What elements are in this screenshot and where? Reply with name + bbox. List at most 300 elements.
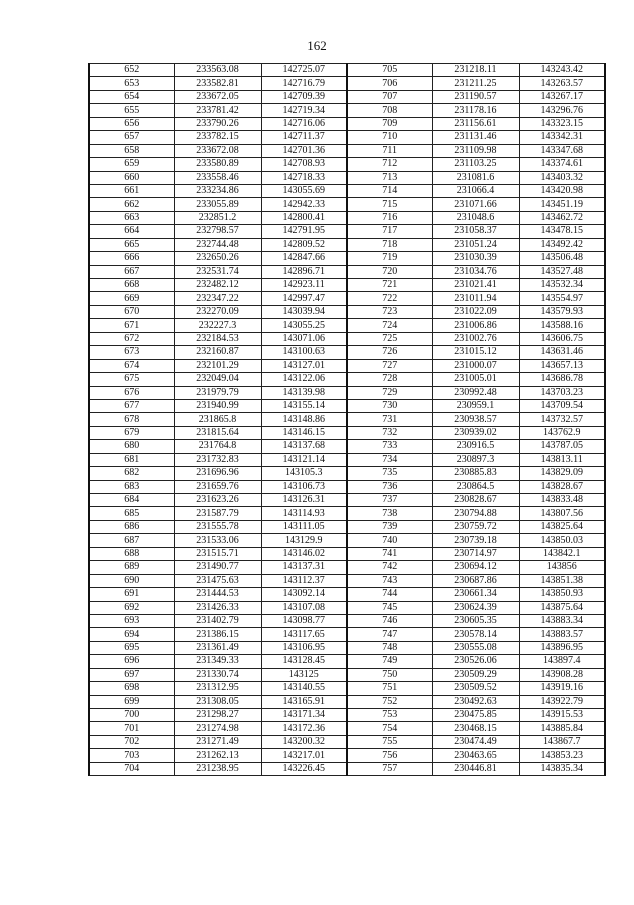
x-coordinate-left: 231426.33	[174, 601, 261, 614]
x-coordinate-right: 230739.18	[432, 534, 519, 547]
table-row	[89, 346, 605, 359]
point-number-right: 746	[347, 614, 432, 627]
table-row	[89, 373, 605, 386]
table-row	[89, 520, 605, 533]
x-coordinate-right: 231034.76	[432, 265, 519, 278]
x-coordinate-left: 231515.71	[174, 547, 261, 560]
point-number-left: 663	[89, 211, 174, 224]
x-coordinate-left: 231475.63	[174, 574, 261, 587]
x-coordinate-right: 230992.48	[432, 386, 519, 399]
x-coordinate-right: 231066.4	[432, 184, 519, 197]
point-number-left: 689	[89, 561, 174, 574]
table-row	[89, 158, 605, 171]
x-coordinate-right: 230885.83	[432, 467, 519, 480]
x-coordinate-left: 231330.74	[174, 668, 261, 681]
table-row	[89, 198, 605, 211]
y-coordinate-right: 143829.09	[519, 467, 605, 480]
x-coordinate-right: 231030.39	[432, 252, 519, 265]
x-coordinate-left: 233672.08	[174, 144, 261, 157]
table-row	[89, 507, 605, 520]
point-number-left: 679	[89, 426, 174, 439]
x-coordinate-left: 233234.86	[174, 184, 261, 197]
y-coordinate-right: 143853.23	[519, 749, 605, 762]
table-row	[89, 453, 605, 466]
x-coordinate-left: 231312.95	[174, 682, 261, 695]
point-number-right: 725	[347, 332, 432, 345]
point-number-right: 729	[347, 386, 432, 399]
y-coordinate-left: 143112.37	[261, 574, 347, 587]
point-number-left: 672	[89, 332, 174, 345]
table-row	[89, 131, 605, 144]
y-coordinate-right: 143835.34	[519, 762, 605, 775]
y-coordinate-left: 143146.15	[261, 426, 347, 439]
table-row	[89, 171, 605, 184]
table-row	[89, 641, 605, 654]
table-row	[89, 440, 605, 453]
point-number-left: 668	[89, 279, 174, 292]
point-number-left: 676	[89, 386, 174, 399]
table-row	[89, 722, 605, 735]
y-coordinate-left: 143137.68	[261, 440, 347, 453]
y-coordinate-right: 143462.72	[519, 211, 605, 224]
y-coordinate-right: 143631.46	[519, 346, 605, 359]
y-coordinate-right: 143850.03	[519, 534, 605, 547]
y-coordinate-right: 143686.78	[519, 373, 605, 386]
table-row	[89, 77, 605, 90]
y-coordinate-left: 143098.77	[261, 614, 347, 627]
point-number-left: 702	[89, 735, 174, 748]
table-row	[89, 279, 605, 292]
x-coordinate-left: 233558.46	[174, 171, 261, 184]
y-coordinate-right: 143828.67	[519, 480, 605, 493]
point-number-left: 684	[89, 494, 174, 507]
point-number-left: 683	[89, 480, 174, 493]
x-coordinate-left: 232744.48	[174, 238, 261, 251]
x-coordinate-left: 231361.49	[174, 641, 261, 654]
x-coordinate-right: 231058.37	[432, 225, 519, 238]
x-coordinate-left: 232101.29	[174, 359, 261, 372]
table-row	[89, 655, 605, 668]
y-coordinate-left: 143117.65	[261, 628, 347, 641]
x-coordinate-left: 232227.3	[174, 319, 261, 332]
y-coordinate-left: 143114.93	[261, 507, 347, 520]
x-coordinate-left: 231533.06	[174, 534, 261, 547]
x-coordinate-right: 231190.57	[432, 90, 519, 103]
y-coordinate-right: 143875.64	[519, 601, 605, 614]
point-number-right: 730	[347, 399, 432, 412]
x-coordinate-left: 232531.74	[174, 265, 261, 278]
y-coordinate-right: 143851.38	[519, 574, 605, 587]
point-number-left: 694	[89, 628, 174, 641]
x-coordinate-left: 231732.83	[174, 453, 261, 466]
y-coordinate-left: 142725.07	[261, 64, 347, 77]
table-row	[89, 64, 605, 77]
table-row	[89, 90, 605, 103]
point-number-right: 740	[347, 534, 432, 547]
x-coordinate-right: 230759.72	[432, 520, 519, 533]
y-coordinate-left: 143226.45	[261, 762, 347, 775]
point-number-right: 743	[347, 574, 432, 587]
table-row	[89, 682, 605, 695]
x-coordinate-left: 231262.13	[174, 749, 261, 762]
y-coordinate-left: 143200.32	[261, 735, 347, 748]
y-coordinate-left: 143055.69	[261, 184, 347, 197]
y-coordinate-right: 143296.76	[519, 104, 605, 117]
y-coordinate-right: 143897.4	[519, 655, 605, 668]
table-row	[89, 735, 605, 748]
table-row	[89, 399, 605, 412]
coordinates-table-body	[89, 64, 605, 776]
x-coordinate-left: 231623.26	[174, 494, 261, 507]
x-coordinate-left: 232851.2	[174, 211, 261, 224]
x-coordinate-left: 233782.15	[174, 131, 261, 144]
x-coordinate-left: 233580.89	[174, 158, 261, 171]
point-number-left: 667	[89, 265, 174, 278]
y-coordinate-left: 143071.06	[261, 332, 347, 345]
x-coordinate-left: 231587.79	[174, 507, 261, 520]
table-row	[89, 238, 605, 251]
y-coordinate-right: 143703.23	[519, 386, 605, 399]
point-number-right: 741	[347, 547, 432, 560]
x-coordinate-right: 231211.25	[432, 77, 519, 90]
x-coordinate-left: 231555.78	[174, 520, 261, 533]
x-coordinate-right: 230475.85	[432, 709, 519, 722]
point-number-left: 660	[89, 171, 174, 184]
y-coordinate-left: 143055.25	[261, 319, 347, 332]
point-number-right: 724	[347, 319, 432, 332]
table-row	[89, 762, 605, 775]
x-coordinate-left: 231386.15	[174, 628, 261, 641]
y-coordinate-right: 143709.54	[519, 399, 605, 412]
y-coordinate-right: 143506.48	[519, 252, 605, 265]
x-coordinate-left: 231298.27	[174, 709, 261, 722]
y-coordinate-left: 142923.11	[261, 279, 347, 292]
point-number-left: 685	[89, 507, 174, 520]
y-coordinate-right: 143606.75	[519, 332, 605, 345]
x-coordinate-right: 230492.63	[432, 695, 519, 708]
y-coordinate-right: 143850.93	[519, 588, 605, 601]
point-number-right: 709	[347, 117, 432, 130]
point-number-left: 697	[89, 668, 174, 681]
y-coordinate-right: 143833.48	[519, 494, 605, 507]
point-number-right: 726	[347, 346, 432, 359]
table-row	[89, 265, 605, 278]
x-coordinate-left: 233781.42	[174, 104, 261, 117]
x-coordinate-left: 231659.76	[174, 480, 261, 493]
x-coordinate-right: 230509.52	[432, 682, 519, 695]
x-coordinate-right: 231005.01	[432, 373, 519, 386]
x-coordinate-right: 230555.08	[432, 641, 519, 654]
table-row	[89, 332, 605, 345]
point-number-right: 756	[347, 749, 432, 762]
x-coordinate-right: 231109.98	[432, 144, 519, 157]
point-number-right: 742	[347, 561, 432, 574]
x-coordinate-left: 231274.98	[174, 722, 261, 735]
point-number-right: 738	[347, 507, 432, 520]
table-row	[89, 749, 605, 762]
y-coordinate-right: 143657.13	[519, 359, 605, 372]
point-number-left: 661	[89, 184, 174, 197]
x-coordinate-right: 230959.1	[432, 399, 519, 412]
point-number-right: 717	[347, 225, 432, 238]
x-coordinate-left: 233055.89	[174, 198, 261, 211]
y-coordinate-right: 143532.34	[519, 279, 605, 292]
y-coordinate-right: 143527.48	[519, 265, 605, 278]
point-number-left: 677	[89, 399, 174, 412]
x-coordinate-right: 230446.81	[432, 762, 519, 775]
x-coordinate-right: 230605.35	[432, 614, 519, 627]
x-coordinate-left: 232184.53	[174, 332, 261, 345]
point-number-left: 655	[89, 104, 174, 117]
x-coordinate-left: 231815.64	[174, 426, 261, 439]
x-coordinate-left: 231696.96	[174, 467, 261, 480]
y-coordinate-right: 143347.68	[519, 144, 605, 157]
point-number-right: 716	[347, 211, 432, 224]
y-coordinate-right: 143915.53	[519, 709, 605, 722]
point-number-right: 757	[347, 762, 432, 775]
x-coordinate-right: 230714.97	[432, 547, 519, 560]
table-row	[89, 252, 605, 265]
point-number-left: 675	[89, 373, 174, 386]
y-coordinate-left: 143039.94	[261, 305, 347, 318]
table-row	[89, 104, 605, 117]
y-coordinate-right: 143908.28	[519, 668, 605, 681]
table-row	[89, 319, 605, 332]
y-coordinate-right: 143478.15	[519, 225, 605, 238]
y-coordinate-left: 142800.41	[261, 211, 347, 224]
point-number-right: 715	[347, 198, 432, 211]
table-row	[89, 117, 605, 130]
x-coordinate-left: 232049.04	[174, 373, 261, 386]
y-coordinate-left: 143128.45	[261, 655, 347, 668]
table-row	[89, 601, 605, 614]
point-number-left: 652	[89, 64, 174, 77]
point-number-right: 718	[347, 238, 432, 251]
y-coordinate-right: 143883.57	[519, 628, 605, 641]
point-number-left: 673	[89, 346, 174, 359]
point-number-left: 671	[89, 319, 174, 332]
y-coordinate-left: 143125	[261, 668, 347, 681]
point-number-right: 706	[347, 77, 432, 90]
y-coordinate-right: 143403.32	[519, 171, 605, 184]
point-number-right: 745	[347, 601, 432, 614]
y-coordinate-right: 143762.9	[519, 426, 605, 439]
x-coordinate-left: 233563.08	[174, 64, 261, 77]
y-coordinate-left: 142709.39	[261, 90, 347, 103]
y-coordinate-right: 143451.19	[519, 198, 605, 211]
point-number-right: 723	[347, 305, 432, 318]
y-coordinate-right: 143267.17	[519, 90, 605, 103]
y-coordinate-right: 143867.7	[519, 735, 605, 748]
point-number-left: 696	[89, 655, 174, 668]
point-number-right: 744	[347, 588, 432, 601]
table-row	[89, 305, 605, 318]
x-coordinate-right: 230916.5	[432, 440, 519, 453]
point-number-left: 670	[89, 305, 174, 318]
y-coordinate-right: 143588.16	[519, 319, 605, 332]
point-number-right: 711	[347, 144, 432, 157]
table-row	[89, 359, 605, 372]
y-coordinate-left: 143092.14	[261, 588, 347, 601]
point-number-right: 733	[347, 440, 432, 453]
y-coordinate-right: 143919.16	[519, 682, 605, 695]
point-number-right: 721	[347, 279, 432, 292]
y-coordinate-left: 142716.79	[261, 77, 347, 90]
y-coordinate-right: 143787.05	[519, 440, 605, 453]
y-coordinate-right: 143732.57	[519, 413, 605, 426]
x-coordinate-right: 231011.94	[432, 292, 519, 305]
table-row	[89, 211, 605, 224]
point-number-right: 728	[347, 373, 432, 386]
x-coordinate-left: 231764.8	[174, 440, 261, 453]
y-coordinate-left: 142716.06	[261, 117, 347, 130]
x-coordinate-left: 231402.79	[174, 614, 261, 627]
point-number-right: 727	[347, 359, 432, 372]
y-coordinate-right: 143922.79	[519, 695, 605, 708]
point-number-right: 713	[347, 171, 432, 184]
y-coordinate-left: 143146.02	[261, 547, 347, 560]
x-coordinate-right: 231103.25	[432, 158, 519, 171]
y-coordinate-left: 143111.05	[261, 520, 347, 533]
x-coordinate-left: 232160.87	[174, 346, 261, 359]
x-coordinate-left: 231238.95	[174, 762, 261, 775]
table-row	[89, 386, 605, 399]
x-coordinate-left: 232270.09	[174, 305, 261, 318]
y-coordinate-left: 143106.73	[261, 480, 347, 493]
point-number-left: 699	[89, 695, 174, 708]
table-row	[89, 292, 605, 305]
point-number-right: 754	[347, 722, 432, 735]
point-number-left: 666	[89, 252, 174, 265]
point-number-left: 686	[89, 520, 174, 533]
point-number-left: 653	[89, 77, 174, 90]
x-coordinate-right: 231022.09	[432, 305, 519, 318]
x-coordinate-right: 231071.66	[432, 198, 519, 211]
point-number-left: 669	[89, 292, 174, 305]
y-coordinate-left: 142896.71	[261, 265, 347, 278]
table-row	[89, 480, 605, 493]
x-coordinate-right: 231156.61	[432, 117, 519, 130]
y-coordinate-left: 143171.34	[261, 709, 347, 722]
table-row	[89, 184, 605, 197]
point-number-left: 664	[89, 225, 174, 238]
x-coordinate-right: 231081.6	[432, 171, 519, 184]
point-number-left: 657	[89, 131, 174, 144]
y-coordinate-right: 143842.1	[519, 547, 605, 560]
y-coordinate-left: 143140.55	[261, 682, 347, 695]
x-coordinate-left: 232482.12	[174, 279, 261, 292]
table-row	[89, 588, 605, 601]
point-number-left: 704	[89, 762, 174, 775]
x-coordinate-left: 232347.22	[174, 292, 261, 305]
point-number-right: 707	[347, 90, 432, 103]
x-coordinate-right: 231015.12	[432, 346, 519, 359]
x-coordinate-right: 230687.86	[432, 574, 519, 587]
point-number-right: 708	[347, 104, 432, 117]
x-coordinate-right: 230509.29	[432, 668, 519, 681]
x-coordinate-left: 233582.81	[174, 77, 261, 90]
page-number: 162	[307, 38, 327, 53]
y-coordinate-left: 143148.86	[261, 413, 347, 426]
x-coordinate-right: 230828.67	[432, 494, 519, 507]
point-number-left: 682	[89, 467, 174, 480]
table-row	[89, 547, 605, 560]
x-coordinate-right: 231131.46	[432, 131, 519, 144]
y-coordinate-left: 143129.9	[261, 534, 347, 547]
x-coordinate-right: 230794.88	[432, 507, 519, 520]
point-number-right: 712	[347, 158, 432, 171]
y-coordinate-right: 143883.34	[519, 614, 605, 627]
point-number-right: 755	[347, 735, 432, 748]
y-coordinate-left: 143155.14	[261, 399, 347, 412]
y-coordinate-left: 143127.01	[261, 359, 347, 372]
y-coordinate-left: 143107.08	[261, 601, 347, 614]
x-coordinate-right: 231002.76	[432, 332, 519, 345]
y-coordinate-left: 142718.33	[261, 171, 347, 184]
table-row	[89, 614, 605, 627]
x-coordinate-right: 231218.11	[432, 64, 519, 77]
x-coordinate-right: 230463.65	[432, 749, 519, 762]
y-coordinate-left: 142719.34	[261, 104, 347, 117]
table-row	[89, 628, 605, 641]
y-coordinate-right: 143420.98	[519, 184, 605, 197]
point-number-right: 714	[347, 184, 432, 197]
table-row	[89, 695, 605, 708]
x-coordinate-right: 231051.24	[432, 238, 519, 251]
y-coordinate-left: 142997.47	[261, 292, 347, 305]
coordinates-table	[88, 63, 606, 776]
x-coordinate-left: 231865.8	[174, 413, 261, 426]
x-coordinate-right: 231000.07	[432, 359, 519, 372]
point-number-right: 753	[347, 709, 432, 722]
y-coordinate-left: 143165.91	[261, 695, 347, 708]
x-coordinate-right: 230938.57	[432, 413, 519, 426]
x-coordinate-left: 231349.33	[174, 655, 261, 668]
table-row	[89, 144, 605, 157]
point-number-left: 698	[89, 682, 174, 695]
x-coordinate-right: 231048.6	[432, 211, 519, 224]
y-coordinate-right: 143896.95	[519, 641, 605, 654]
x-coordinate-right: 230661.34	[432, 588, 519, 601]
point-number-left: 658	[89, 144, 174, 157]
y-coordinate-left: 142809.52	[261, 238, 347, 251]
y-coordinate-left: 142847.66	[261, 252, 347, 265]
x-coordinate-left: 232650.26	[174, 252, 261, 265]
x-coordinate-left: 231271.49	[174, 735, 261, 748]
table-row	[89, 225, 605, 238]
x-coordinate-left: 231308.05	[174, 695, 261, 708]
x-coordinate-right: 230624.39	[432, 601, 519, 614]
x-coordinate-left: 233790.26	[174, 117, 261, 130]
point-number-right: 749	[347, 655, 432, 668]
point-number-left: 691	[89, 588, 174, 601]
x-coordinate-left: 232798.57	[174, 225, 261, 238]
point-number-right: 720	[347, 265, 432, 278]
x-coordinate-right: 230939.02	[432, 426, 519, 439]
y-coordinate-right: 143807.56	[519, 507, 605, 520]
point-number-left: 665	[89, 238, 174, 251]
y-coordinate-right: 143885.84	[519, 722, 605, 735]
point-number-right: 739	[347, 520, 432, 533]
x-coordinate-left: 231444.53	[174, 588, 261, 601]
y-coordinate-right: 143323.15	[519, 117, 605, 130]
y-coordinate-right: 143825.64	[519, 520, 605, 533]
y-coordinate-left: 143121.14	[261, 453, 347, 466]
y-coordinate-left: 143217.01	[261, 749, 347, 762]
y-coordinate-right: 143342.31	[519, 131, 605, 144]
point-number-right: 752	[347, 695, 432, 708]
point-number-left: 688	[89, 547, 174, 560]
